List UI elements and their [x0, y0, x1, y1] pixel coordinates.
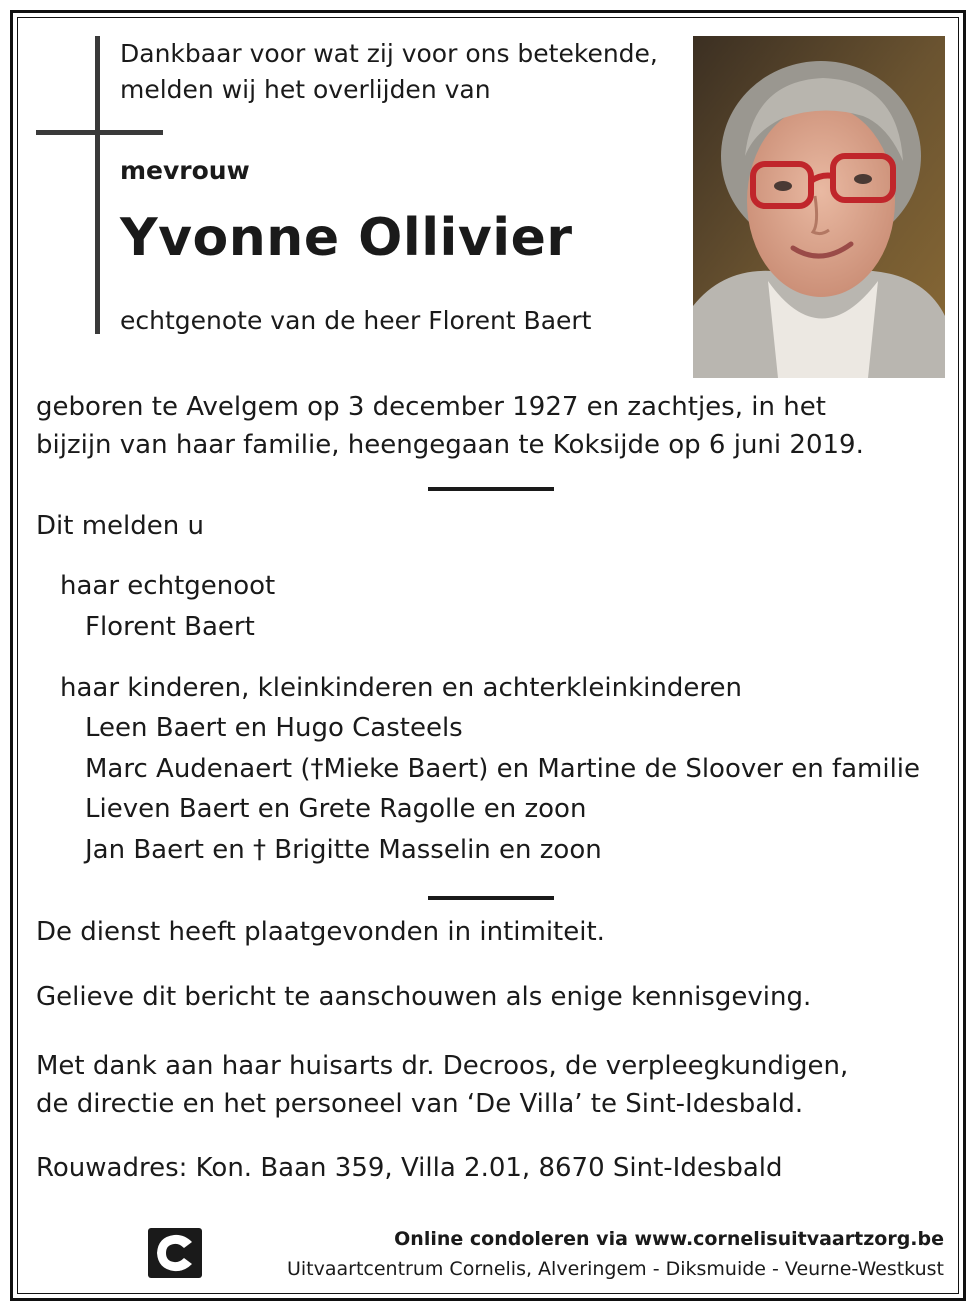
thanks-line: Met dank aan haar huisarts dr. Decroos, de verpleegkundigen,	[36, 1051, 849, 1081]
birth-line: geboren te Avelgem op 3 december 1927 en zachtjes, in het	[36, 392, 826, 422]
cross-icon-vertical	[95, 36, 100, 334]
separator-line	[428, 896, 554, 900]
spouse-line: echtgenote van de heer Florent Baert	[120, 306, 592, 335]
intro-text	[120, 36, 658, 108]
intro-line: Dankbaar voor wat zij voor ons betekende,	[120, 39, 658, 68]
online-condolence-text: Online condoleren via www.cornelisuitvaartzorg.be	[394, 1228, 944, 1250]
birth-line: bijzijn van haar familie, heengegaan te Koksijde op 6 juni 2019.	[36, 430, 864, 460]
birth-death-text	[36, 388, 864, 464]
honorific: mevrouw	[120, 156, 250, 185]
deceased-name: Yvonne Ollivier	[120, 208, 573, 268]
portrait-photo	[693, 36, 945, 378]
cross-icon-horizontal	[36, 130, 163, 135]
children-heading: haar kinderen, kleinkinderen en achterkleinkinderen	[60, 673, 742, 703]
funeral-home-text: Uitvaartcentrum Cornelis, Alveringem - Diksmuide - Veurne-Westkust	[286, 1258, 944, 1280]
family-member: Leen Baert en Hugo Casteels	[85, 713, 463, 743]
family-member: Marc Audenaert (†Mieke Baert) en Martine de Sloover en familie	[85, 754, 921, 784]
family-member: Lieven Baert en Grete Ragolle en zoon	[85, 794, 587, 824]
spouse-heading: haar echtgenoot	[60, 571, 276, 601]
thanks-text	[36, 1047, 848, 1123]
mourning-address: Rouwadres: Kon. Baan 359, Villa 2.01, 8670 Sint-Idesbald	[36, 1153, 783, 1183]
family-intro: Dit melden u	[36, 511, 204, 541]
separator-line	[428, 487, 554, 491]
service-text: De dienst heeft plaatgevonden in intimiteit.	[36, 917, 605, 947]
family-member: Jan Baert en † Brigitte Masselin en zoon	[85, 835, 602, 865]
spouse-name: Florent Baert	[85, 612, 255, 642]
notice-text: Gelieve dit bericht te aanschouwen als enige kennisgeving.	[36, 982, 812, 1012]
intro-line: melden wij het overlijden van	[120, 75, 491, 104]
cornelis-logo-icon	[148, 1228, 202, 1278]
thanks-line: de directie en het personeel van ‘De Villa’ te Sint-Idesbald.	[36, 1089, 804, 1119]
